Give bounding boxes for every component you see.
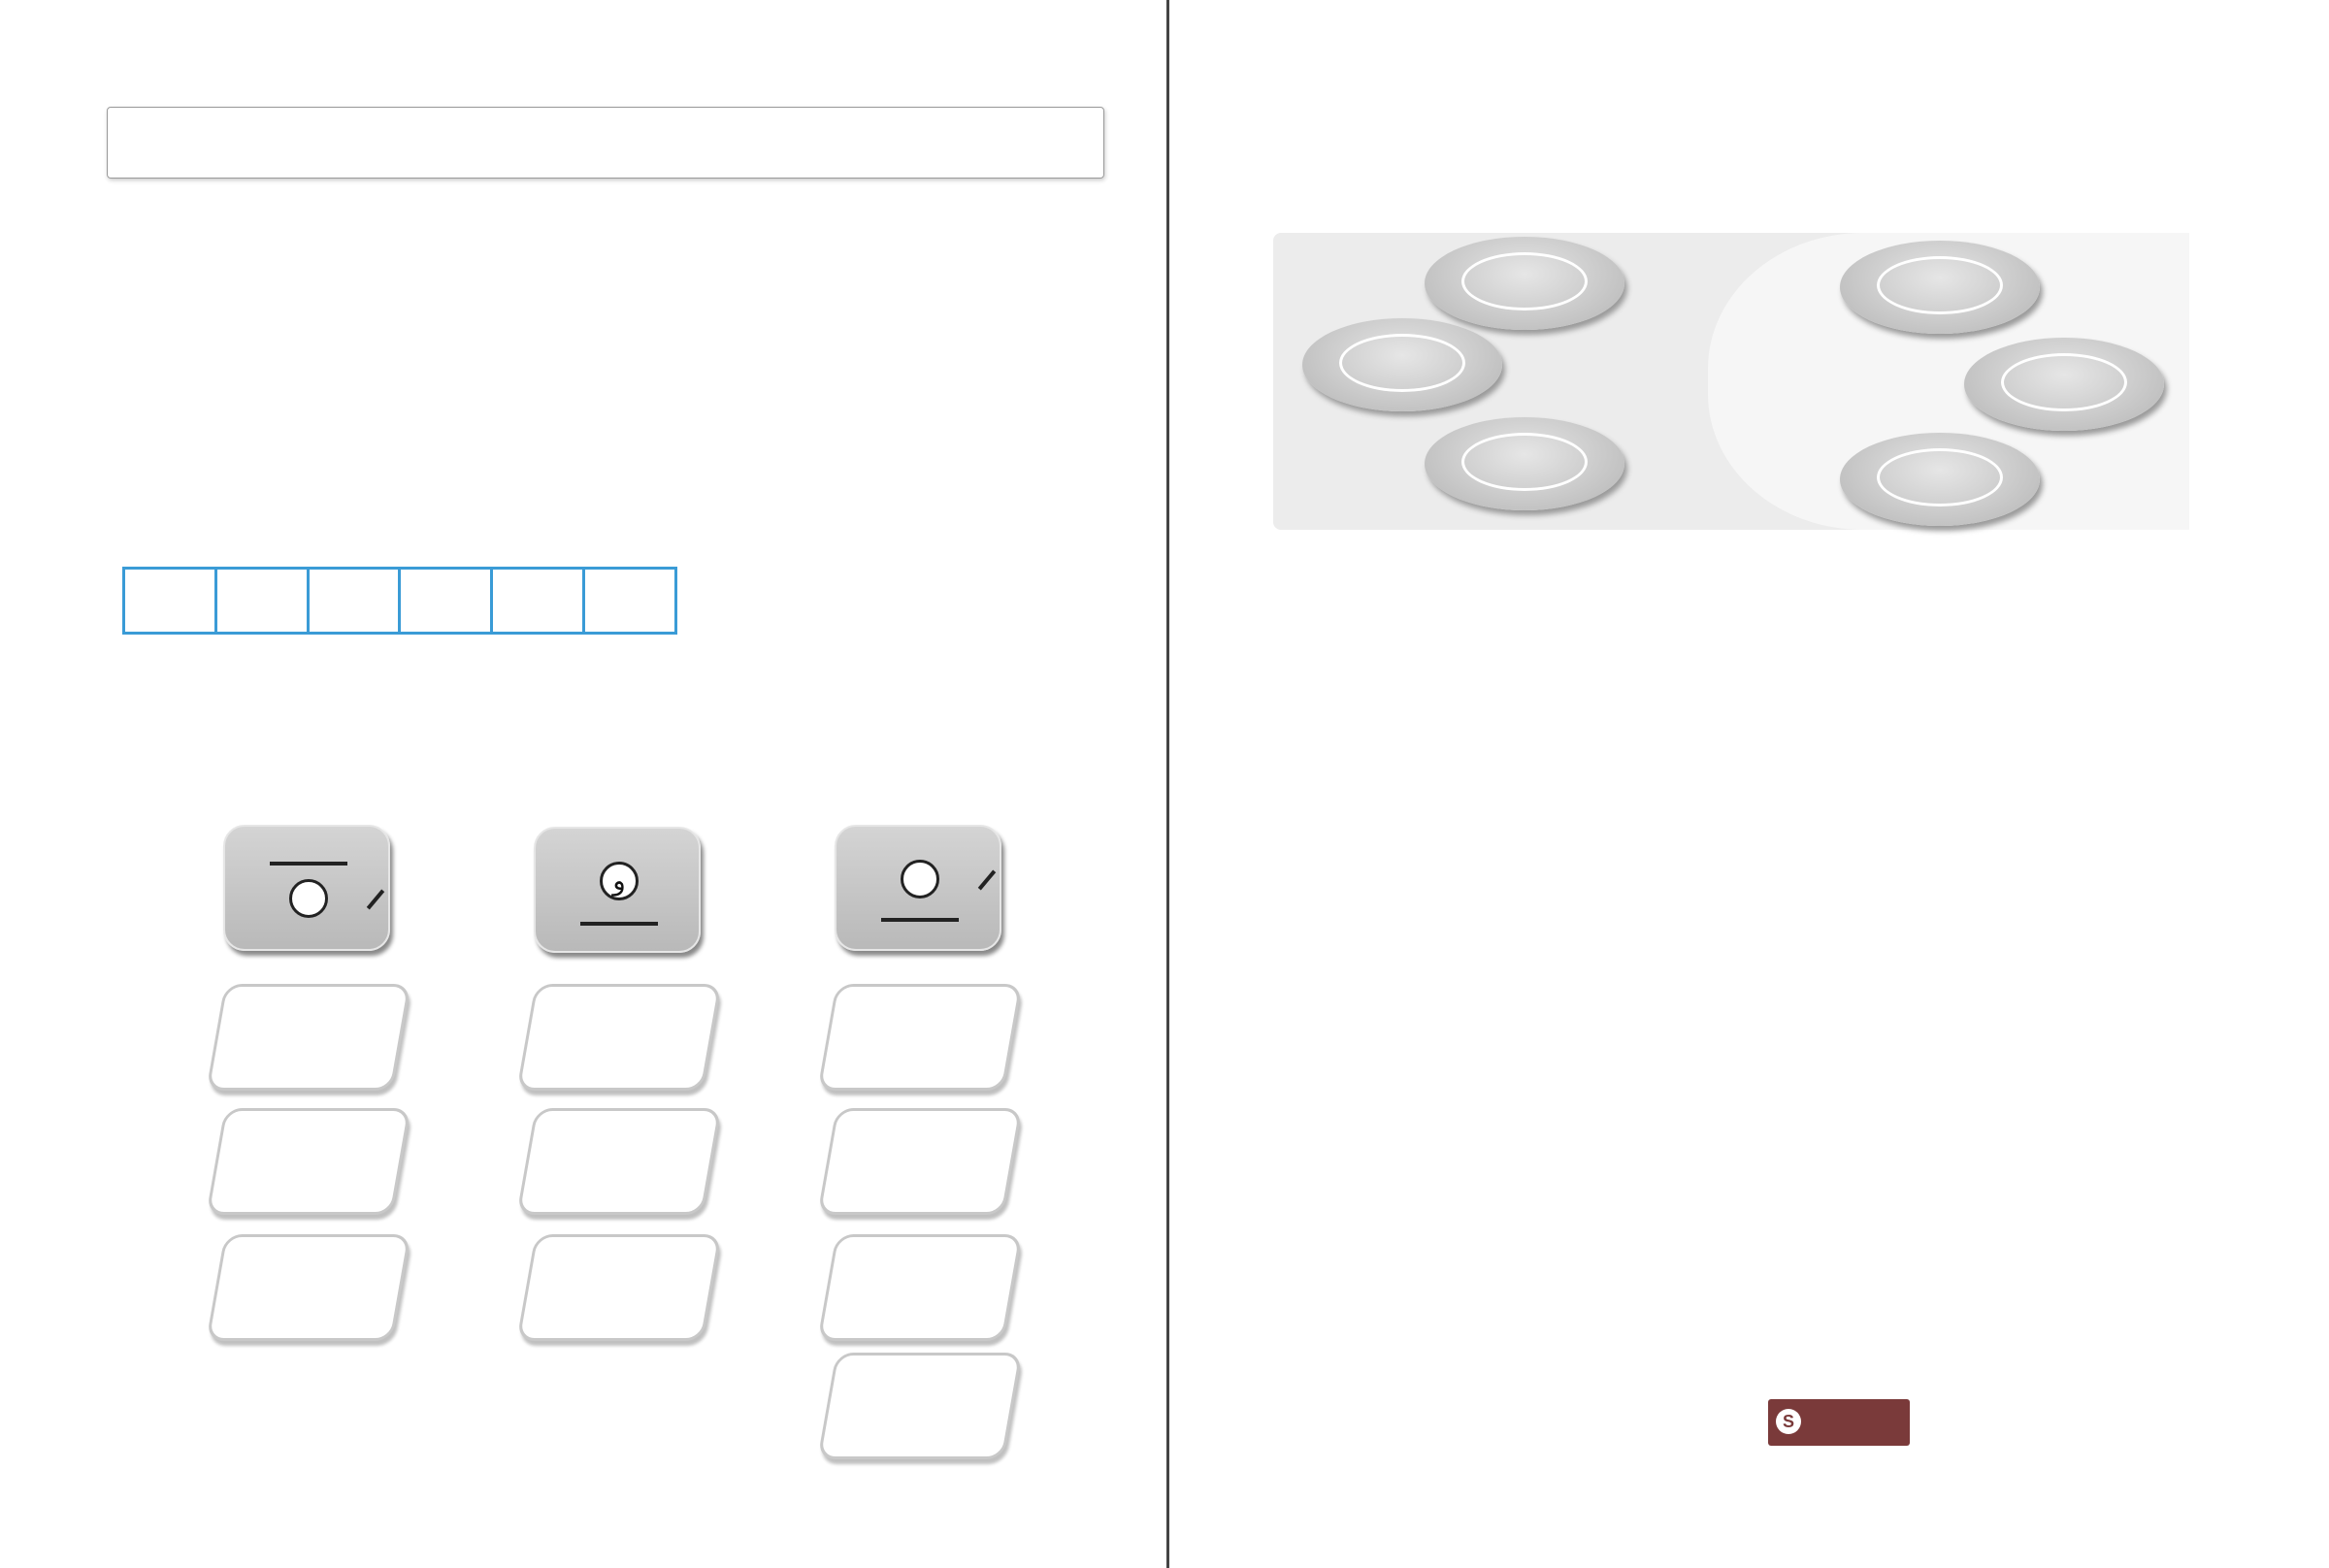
oval-left-3[interactable] <box>1425 417 1624 510</box>
q3-answer-slot[interactable] <box>817 984 1022 1091</box>
q3-answer-slot[interactable] <box>817 1353 1022 1459</box>
q3-answer-slot[interactable] <box>206 1108 410 1215</box>
q2-answer-box[interactable] <box>401 570 493 632</box>
q3-answer-slot[interactable] <box>516 1108 721 1215</box>
oval-left-1[interactable] <box>1425 237 1624 330</box>
tile-fathatan <box>223 825 390 951</box>
q2-answer-boxes <box>122 567 677 635</box>
q3-answer-slot[interactable] <box>516 1234 721 1341</box>
q2-answer-box[interactable] <box>585 570 674 632</box>
page-divider <box>1166 0 1169 1568</box>
oval-right-3[interactable] <box>1840 433 2040 526</box>
oval-right-1[interactable] <box>1840 241 2040 334</box>
sorubak-logo: S <box>1768 1399 1910 1446</box>
q1-letter-table <box>122 340 1073 437</box>
q2-answer-box[interactable] <box>493 570 585 632</box>
q5-letter-grid <box>1285 675 1962 1056</box>
q3-answer-slot[interactable] <box>206 984 410 1091</box>
exam-header <box>107 107 1104 179</box>
oval-left-2[interactable] <box>1302 318 1502 411</box>
tile-kasratan <box>835 825 1001 951</box>
q3-answer-slot[interactable] <box>817 1108 1022 1215</box>
question-5 <box>1263 561 2195 597</box>
q3-answer-slot[interactable] <box>817 1234 1022 1341</box>
q3-answer-slot[interactable] <box>516 984 721 1091</box>
tile-dammatan: و <box>534 827 701 953</box>
q2-answer-box[interactable] <box>310 570 402 632</box>
oval-right-2[interactable] <box>1964 338 2164 431</box>
q3-answer-slot[interactable] <box>206 1234 410 1341</box>
q2-answer-box[interactable] <box>217 570 310 632</box>
q2-answer-box[interactable] <box>125 570 217 632</box>
